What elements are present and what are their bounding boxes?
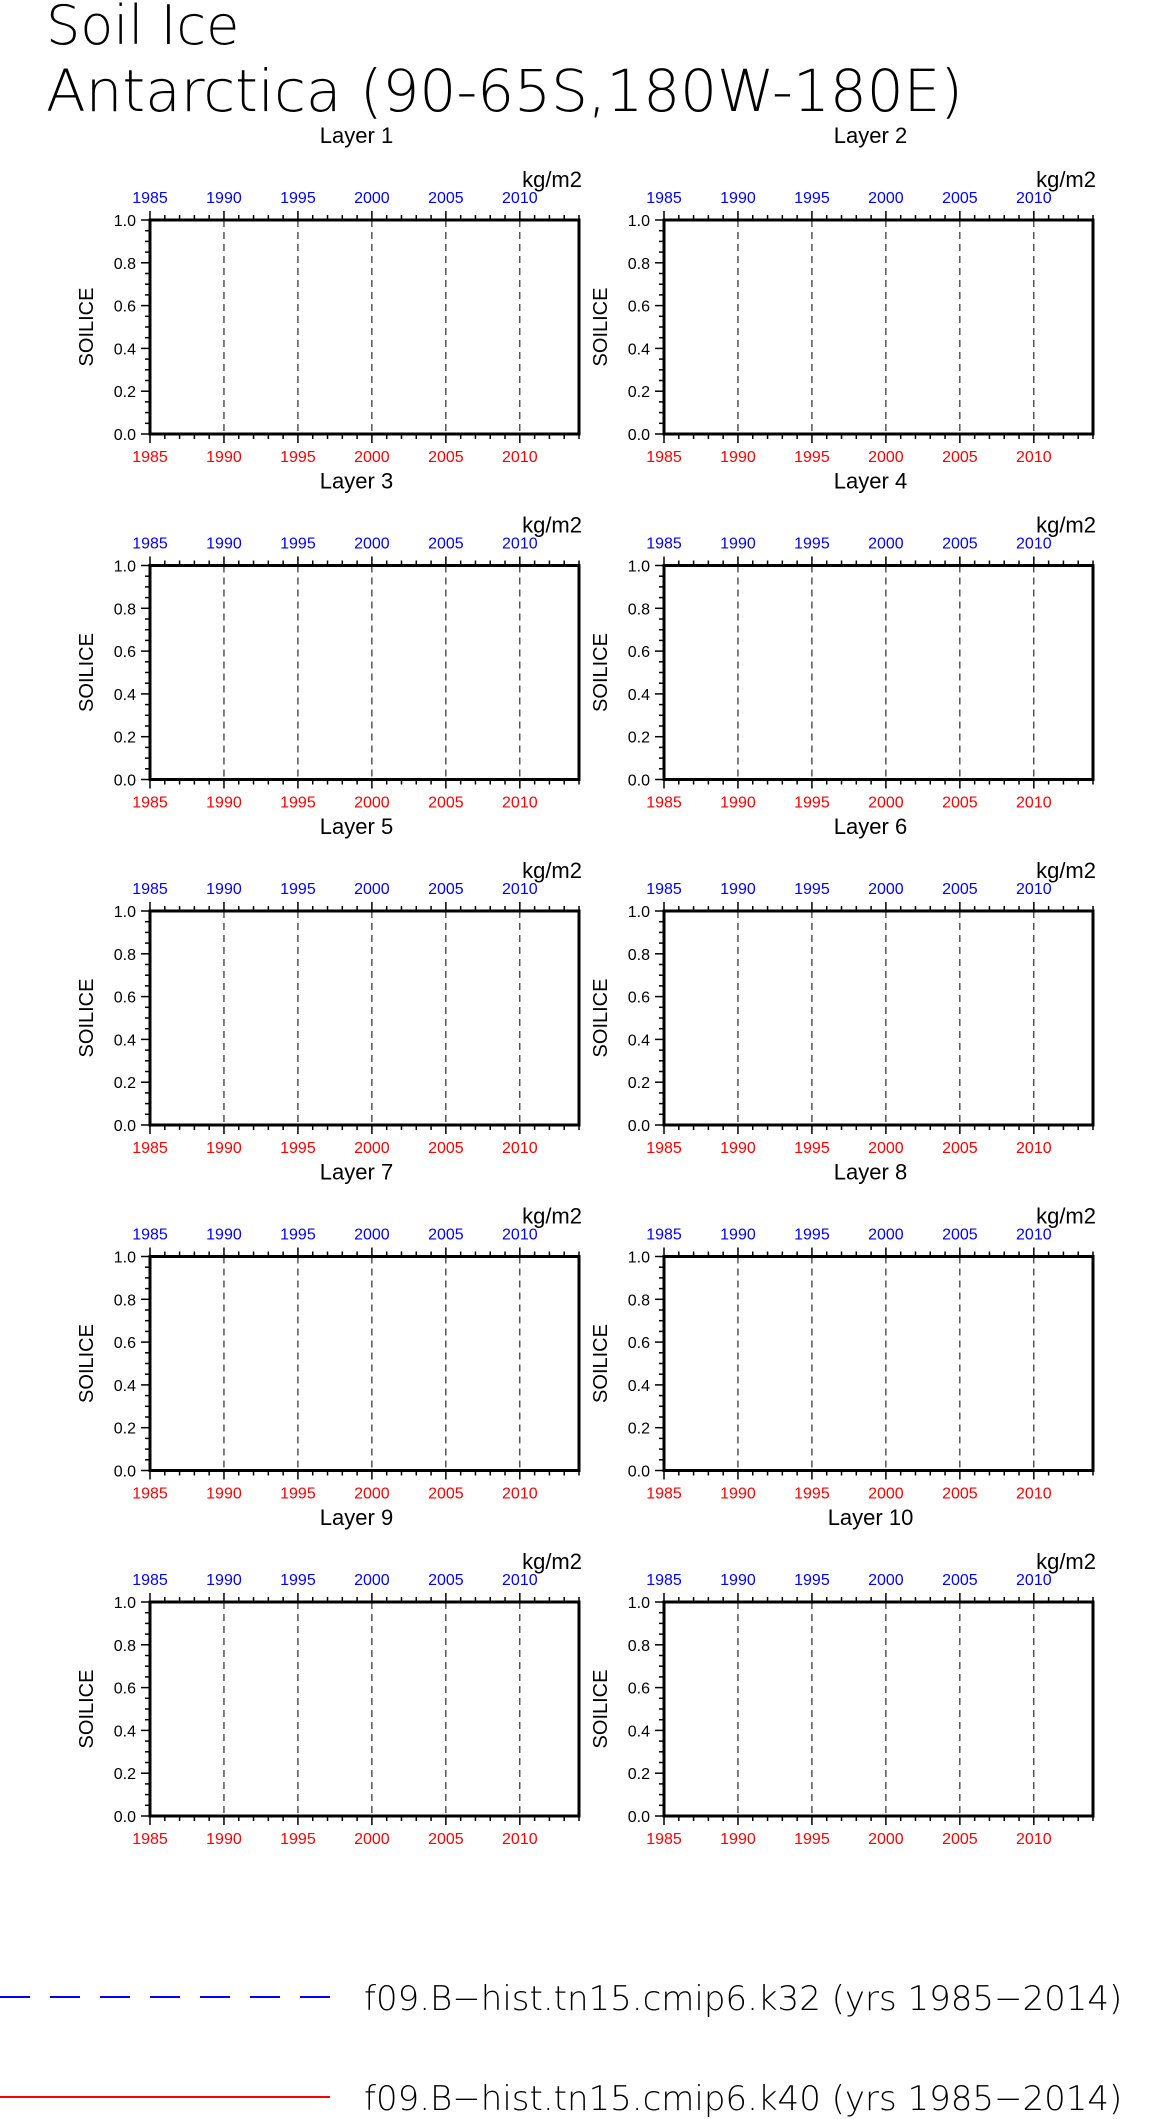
x-tick-label-bottom: 1995 — [794, 794, 830, 812]
x-tick-label-bottom: 2000 — [354, 1831, 390, 1848]
y-axis-label: SOILICE — [76, 1324, 98, 1403]
x-tick-label-top: 1990 — [206, 1226, 242, 1244]
legend — [0, 1979, 1122, 2119]
y-tick-label: 1.0 — [113, 213, 136, 230]
x-tick-label-top: 1995 — [794, 881, 830, 898]
y-tick-label: 0.0 — [627, 427, 650, 444]
x-tick-label-top: 1990 — [720, 881, 756, 898]
x-tick-label-top: 1990 — [206, 1572, 242, 1589]
x-tick-label-top: 1990 — [720, 1226, 756, 1244]
y-tick-label: 1.0 — [627, 904, 650, 921]
y-tick-label: 0.8 — [113, 601, 136, 619]
y-tick-label: 0.6 — [113, 1335, 136, 1353]
x-tick-label-bottom: 1985 — [646, 1485, 682, 1503]
y-tick-label: 0.0 — [113, 427, 136, 444]
y-tick-label: 0.6 — [627, 644, 650, 662]
y-tick-label: 0.6 — [627, 1680, 650, 1698]
x-tick-label-bottom: 2010 — [502, 449, 538, 466]
units-label: kg/m2 — [522, 858, 582, 883]
panel-layer-6 — [590, 814, 1096, 1157]
figure-title: Soil Ice — [46, 0, 240, 57]
panel-title: Layer 5 — [319, 814, 394, 839]
y-tick-label: 0.8 — [113, 255, 136, 273]
x-tick-label-top: 1990 — [720, 535, 756, 553]
x-tick-label-top: 2010 — [1016, 190, 1052, 207]
x-tick-label-top: 2000 — [354, 1226, 390, 1244]
plot-frame — [150, 1257, 579, 1471]
x-tick-label-bottom: 1985 — [132, 1831, 168, 1848]
y-tick-label: 0.8 — [627, 946, 650, 964]
y-tick-label: 0.4 — [627, 1377, 650, 1395]
panel-layer-4 — [590, 469, 1096, 812]
plot-frame — [150, 220, 579, 434]
y-tick-label: 0.0 — [113, 1809, 136, 1826]
x-tick-label-bottom: 2000 — [868, 1140, 904, 1157]
y-axis-label: SOILICE — [76, 633, 98, 712]
x-tick-label-bottom: 2005 — [942, 1485, 978, 1503]
y-tick-label: 0.2 — [113, 729, 136, 747]
y-tick-label: 1.0 — [627, 1249, 650, 1267]
units-label: kg/m2 — [1036, 512, 1096, 538]
y-tick-label: 0.0 — [627, 1463, 650, 1481]
y-tick-label: 0.2 — [113, 1766, 136, 1784]
y-axis-label: SOILICE — [76, 978, 98, 1058]
x-tick-label-top: 2005 — [428, 190, 464, 207]
y-tick-label: 0.4 — [113, 686, 136, 704]
y-tick-label: 0.4 — [627, 341, 650, 359]
y-tick-label: 0.0 — [627, 1809, 650, 1826]
x-tick-label-bottom: 1985 — [646, 1140, 682, 1157]
x-tick-label-bottom: 1990 — [206, 1140, 242, 1157]
plot-frame — [150, 1602, 579, 1816]
panel-grid — [76, 123, 1096, 1848]
x-tick-label-top: 1995 — [280, 1226, 316, 1244]
figure-subtitle: Antarctica (90-65S,180W-180E) — [46, 57, 963, 125]
x-tick-label-bottom: 2010 — [1016, 1140, 1052, 1157]
x-tick-label-bottom: 2000 — [354, 1140, 390, 1157]
y-tick-label: 0.2 — [627, 1766, 650, 1784]
panel-title: Layer 1 — [319, 123, 394, 148]
x-tick-label-bottom: 1995 — [280, 449, 316, 466]
x-tick-label-bottom: 1985 — [646, 1831, 682, 1848]
x-tick-label-top: 2010 — [1016, 881, 1052, 898]
plot-frame — [664, 220, 1093, 434]
x-tick-label-top: 2000 — [354, 1572, 390, 1589]
y-tick-label: 0.4 — [113, 1377, 136, 1395]
legend-label-1: f09.B−hist.tn15.cmip6.k32 (yrs 1985−2014) — [364, 1979, 1123, 2019]
x-tick-label-top: 1990 — [206, 190, 242, 207]
x-tick-label-top: 1985 — [646, 881, 682, 898]
y-tick-label: 1.0 — [627, 558, 650, 576]
x-tick-label-top: 2000 — [354, 190, 390, 207]
x-tick-label-top: 1990 — [720, 1572, 756, 1589]
panel-title: Layer 7 — [319, 1159, 394, 1185]
y-tick-label: 0.6 — [627, 989, 650, 1007]
y-tick-label: 1.0 — [113, 904, 136, 921]
panel-layer-9 — [76, 1505, 582, 1848]
x-tick-label-bottom: 1990 — [720, 1831, 756, 1848]
x-tick-label-top: 2005 — [428, 1226, 464, 1244]
x-tick-label-top: 2010 — [502, 190, 538, 207]
x-tick-label-top: 1990 — [206, 881, 242, 898]
x-tick-label-bottom: 2005 — [942, 794, 978, 812]
units-label: kg/m2 — [522, 512, 582, 538]
x-tick-label-bottom: 2010 — [1016, 1485, 1052, 1503]
x-tick-label-top: 1995 — [280, 1572, 316, 1589]
x-tick-label-bottom: 2005 — [942, 449, 978, 466]
x-tick-label-top: 2005 — [942, 1572, 978, 1589]
x-tick-label-bottom: 2005 — [428, 794, 464, 812]
x-tick-label-top: 1985 — [646, 1572, 682, 1589]
x-tick-label-bottom: 2010 — [502, 794, 538, 812]
y-axis-label: SOILICE — [590, 978, 612, 1058]
panel-layer-10 — [590, 1505, 1096, 1848]
y-tick-label: 0.8 — [113, 946, 136, 964]
x-tick-label-bottom: 1985 — [646, 449, 682, 466]
panel-layer-5 — [76, 814, 582, 1157]
x-tick-label-bottom: 2000 — [868, 1485, 904, 1503]
x-tick-label-top: 2005 — [428, 1572, 464, 1589]
y-tick-label: 0.6 — [113, 298, 136, 316]
x-tick-label-top: 1995 — [280, 535, 316, 553]
y-tick-label: 0.4 — [113, 1723, 136, 1741]
panel-title: Layer 4 — [833, 468, 908, 494]
x-tick-label-bottom: 2010 — [1016, 1831, 1052, 1848]
x-tick-label-top: 2010 — [502, 1572, 538, 1589]
y-tick-label: 0.0 — [113, 1118, 136, 1135]
x-tick-label-bottom: 1995 — [794, 449, 830, 466]
x-tick-label-bottom: 2005 — [942, 1831, 978, 1848]
x-tick-label-bottom: 2010 — [502, 1831, 538, 1848]
units-label: kg/m2 — [1036, 858, 1096, 883]
x-tick-label-bottom: 1990 — [206, 1831, 242, 1848]
x-tick-label-top: 2000 — [868, 535, 904, 553]
units-label: kg/m2 — [1036, 167, 1096, 192]
y-tick-label: 0.0 — [627, 772, 650, 790]
plot-frame — [664, 566, 1093, 780]
x-tick-label-bottom: 2010 — [502, 1485, 538, 1503]
y-tick-label: 0.8 — [627, 255, 650, 273]
y-tick-label: 0.6 — [627, 1335, 650, 1353]
y-tick-label: 0.0 — [113, 772, 136, 790]
x-tick-label-bottom: 2000 — [868, 794, 904, 812]
x-tick-label-top: 2005 — [942, 535, 978, 553]
legend-label-2: f09.B−hist.tn15.cmip6.k40 (yrs 1985−2014) — [364, 2079, 1123, 2119]
x-tick-label-top: 2010 — [1016, 535, 1052, 553]
plot-frame — [664, 911, 1093, 1125]
y-tick-label: 1.0 — [627, 1595, 650, 1612]
y-tick-label: 0.4 — [627, 1032, 650, 1050]
y-axis-label: SOILICE — [590, 1324, 612, 1403]
y-tick-label: 0.8 — [627, 601, 650, 619]
x-tick-label-top: 1985 — [132, 190, 168, 207]
x-tick-label-bottom: 2010 — [502, 1140, 538, 1157]
x-tick-label-bottom: 2000 — [868, 449, 904, 466]
x-tick-label-top: 2010 — [502, 881, 538, 898]
units-label: kg/m2 — [1036, 1549, 1096, 1574]
x-tick-label-top: 1995 — [794, 190, 830, 207]
x-tick-label-top: 1985 — [646, 1226, 682, 1244]
x-tick-label-bottom: 1990 — [720, 794, 756, 812]
x-tick-label-top: 1990 — [720, 190, 756, 207]
x-tick-label-bottom: 1985 — [132, 1485, 168, 1503]
x-tick-label-top: 1985 — [132, 881, 168, 898]
panel-layer-1 — [76, 123, 582, 466]
x-tick-label-bottom: 2005 — [428, 1140, 464, 1157]
x-tick-label-top: 1995 — [280, 190, 316, 207]
x-tick-label-bottom: 2000 — [354, 1485, 390, 1503]
y-axis-label: SOILICE — [590, 287, 612, 367]
y-axis-label: SOILICE — [76, 287, 98, 367]
x-tick-label-bottom: 2000 — [354, 449, 390, 466]
y-tick-label: 0.2 — [627, 1075, 650, 1093]
x-tick-label-top: 2000 — [354, 881, 390, 898]
x-tick-label-bottom: 1995 — [794, 1140, 830, 1157]
x-tick-label-bottom: 1995 — [280, 1485, 316, 1503]
x-tick-label-top: 1985 — [132, 535, 168, 553]
y-tick-label: 0.0 — [627, 1118, 650, 1135]
x-tick-label-bottom: 1985 — [646, 794, 682, 812]
x-tick-label-top: 1985 — [132, 1572, 168, 1589]
x-tick-label-bottom: 1990 — [720, 449, 756, 466]
x-tick-label-top: 2005 — [942, 881, 978, 898]
y-tick-label: 0.2 — [627, 384, 650, 402]
y-tick-label: 0.6 — [627, 298, 650, 316]
x-tick-label-top: 1995 — [794, 1226, 830, 1244]
x-tick-label-bottom: 2010 — [1016, 794, 1052, 812]
panel-layer-3 — [76, 469, 582, 812]
x-tick-label-bottom: 2005 — [942, 1140, 978, 1157]
x-tick-label-top: 1985 — [646, 190, 682, 207]
panel-title: Layer 2 — [833, 123, 908, 148]
x-tick-label-bottom: 1985 — [132, 449, 168, 466]
x-tick-label-top: 2000 — [868, 190, 904, 207]
y-tick-label: 0.2 — [113, 1075, 136, 1093]
plot-frame — [150, 911, 579, 1125]
panel-title: Layer 3 — [319, 468, 394, 494]
plot-frame — [664, 1257, 1093, 1471]
x-tick-label-bottom: 1985 — [132, 794, 168, 812]
y-tick-label: 0.8 — [113, 1637, 136, 1655]
x-tick-label-top: 2010 — [1016, 1572, 1052, 1589]
x-tick-label-bottom: 1990 — [720, 1485, 756, 1503]
x-tick-label-top: 1985 — [646, 535, 682, 553]
y-tick-label: 1.0 — [113, 1595, 136, 1612]
panel-layer-7 — [76, 1160, 582, 1503]
y-axis-label: SOILICE — [590, 633, 612, 712]
panel-title: Layer 6 — [833, 814, 908, 839]
x-tick-label-top: 2000 — [868, 881, 904, 898]
x-tick-label-top: 2000 — [868, 1226, 904, 1244]
panel-title: Layer 8 — [833, 1159, 908, 1185]
y-tick-label: 0.4 — [113, 1032, 136, 1050]
x-tick-label-bottom: 1990 — [206, 449, 242, 466]
x-tick-label-bottom: 2005 — [428, 1831, 464, 1848]
plot-frame — [150, 566, 579, 780]
y-tick-label: 0.8 — [113, 1292, 136, 1310]
y-axis-label: SOILICE — [590, 1669, 612, 1749]
x-tick-label-bottom: 1995 — [794, 1831, 830, 1848]
y-tick-label: 0.8 — [627, 1292, 650, 1310]
x-tick-label-bottom: 1990 — [206, 794, 242, 812]
x-tick-label-bottom: 1990 — [720, 1140, 756, 1157]
x-tick-label-top: 1995 — [794, 535, 830, 553]
panel-title: Layer 10 — [827, 1505, 914, 1530]
plot-frame — [664, 1602, 1093, 1816]
units-label: kg/m2 — [1036, 1203, 1096, 1229]
x-tick-label-bottom: 1985 — [132, 1140, 168, 1157]
units-label: kg/m2 — [522, 1203, 582, 1229]
x-tick-label-top: 2010 — [502, 1226, 538, 1244]
x-tick-label-top: 2005 — [942, 190, 978, 207]
x-tick-label-top: 2005 — [942, 1226, 978, 1244]
x-tick-label-top: 2000 — [354, 535, 390, 553]
x-tick-label-bottom: 1995 — [280, 1831, 316, 1848]
panel-layer-2 — [590, 123, 1096, 466]
x-tick-label-bottom: 1995 — [280, 1140, 316, 1157]
y-axis-label: SOILICE — [76, 1669, 98, 1749]
x-tick-label-top: 2005 — [428, 881, 464, 898]
x-tick-label-top: 1995 — [794, 1572, 830, 1589]
x-tick-label-bottom: 1995 — [280, 794, 316, 812]
y-tick-label: 1.0 — [113, 558, 136, 576]
x-tick-label-top: 1995 — [280, 881, 316, 898]
x-tick-label-bottom: 1995 — [794, 1485, 830, 1503]
x-tick-label-top: 2005 — [428, 535, 464, 553]
units-label: kg/m2 — [522, 1549, 582, 1574]
panel-title: Layer 9 — [319, 1505, 394, 1530]
x-tick-label-top: 2010 — [502, 535, 538, 553]
y-tick-label: 0.4 — [113, 341, 136, 359]
y-tick-label: 0.2 — [627, 729, 650, 747]
x-tick-label-bottom: 2005 — [428, 449, 464, 466]
x-tick-label-top: 1990 — [206, 535, 242, 553]
y-tick-label: 1.0 — [113, 1249, 136, 1267]
y-tick-label: 0.4 — [627, 1723, 650, 1741]
x-tick-label-bottom: 2005 — [428, 1485, 464, 1503]
y-tick-label: 0.6 — [113, 644, 136, 662]
x-tick-label-bottom: 2000 — [354, 794, 390, 812]
x-tick-label-bottom: 2010 — [1016, 449, 1052, 466]
y-tick-label: 0.6 — [113, 989, 136, 1007]
y-tick-label: 0.6 — [113, 1680, 136, 1698]
y-tick-label: 0.2 — [113, 1420, 136, 1438]
y-tick-label: 0.8 — [627, 1637, 650, 1655]
y-tick-label: 0.2 — [627, 1420, 650, 1438]
x-tick-label-top: 2000 — [868, 1572, 904, 1589]
x-tick-label-top: 2010 — [1016, 1226, 1052, 1244]
y-tick-label: 0.2 — [113, 384, 136, 402]
x-tick-label-bottom: 2000 — [868, 1831, 904, 1848]
x-tick-label-top: 1985 — [132, 1226, 168, 1244]
units-label: kg/m2 — [522, 167, 582, 192]
x-tick-label-bottom: 1990 — [206, 1485, 242, 1503]
y-tick-label: 0.4 — [627, 686, 650, 704]
y-tick-label: 0.0 — [113, 1463, 136, 1481]
panel-layer-8 — [590, 1160, 1096, 1503]
y-tick-label: 1.0 — [627, 213, 650, 230]
